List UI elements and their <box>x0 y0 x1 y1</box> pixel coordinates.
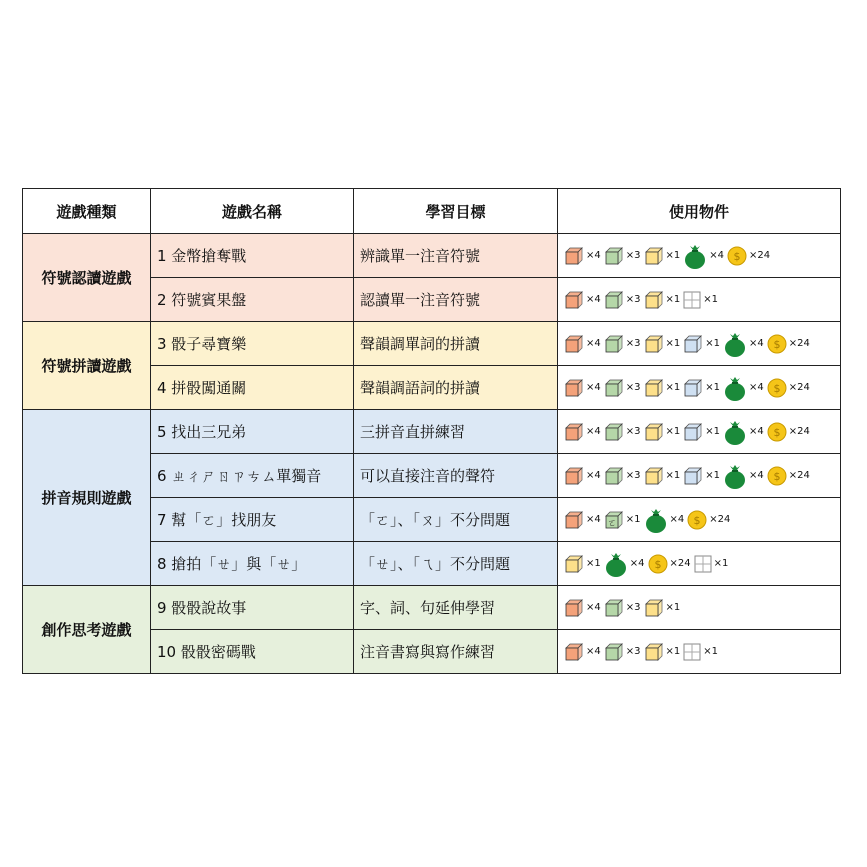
learning-goal: 「ㄛ」、「ㄡ」不分問題 <box>354 498 558 542</box>
yellow-block-item <box>644 598 681 618</box>
orange-block-item <box>564 246 601 266</box>
blue-block-item <box>683 466 720 486</box>
green-block-item <box>604 598 641 618</box>
item-quantity: ×24 <box>788 470 810 481</box>
yellow-block-item <box>564 554 601 574</box>
svg-text:$: $ <box>773 425 781 439</box>
item-quantity: ×4 <box>586 426 601 437</box>
items-cell <box>558 498 841 542</box>
item-quantity: ×4 <box>749 426 764 437</box>
orange-block-icon <box>564 642 584 662</box>
orange-block-item <box>564 290 601 310</box>
gold-coin-icon <box>687 510 707 530</box>
yellow-block-icon <box>644 422 664 442</box>
header-game-name: 遊戲名稱 <box>151 189 354 234</box>
item-quantity: ×1 <box>703 294 718 305</box>
gold-coin-icon <box>648 554 668 574</box>
game-name: 5 找出三兄弟 <box>151 410 354 454</box>
table-row <box>23 410 841 454</box>
green-block-icon <box>604 378 624 398</box>
game-name: 8 搶拍「ㄝ」與「ㄝ」 <box>151 542 354 586</box>
table-row <box>23 586 841 630</box>
item-quantity: ×3 <box>625 250 641 261</box>
yellow-block-icon <box>644 378 664 398</box>
item-quantity: ×3 <box>625 426 641 437</box>
blue-block-item <box>683 378 720 398</box>
item-quantity: ×24 <box>669 558 691 569</box>
category-cell: 符號拼讀遊戲 <box>23 322 151 410</box>
money-bag-icon <box>683 243 707 269</box>
blue-block-icon <box>683 334 703 354</box>
item-quantity: ×24 <box>788 338 810 349</box>
item-quantity: ×4 <box>586 382 601 393</box>
gold-coin-item <box>767 334 810 354</box>
items-cell <box>558 454 841 498</box>
item-quantity: ×4 <box>586 514 601 525</box>
gold-coin-icon <box>767 422 787 442</box>
item-quantity: ×4 <box>586 250 601 261</box>
item-quantity: ×24 <box>749 250 771 261</box>
item-quantity: ×4 <box>709 250 724 261</box>
yellow-block-icon <box>644 246 664 266</box>
orange-block-item <box>564 510 601 530</box>
green-block-icon <box>604 246 624 266</box>
svg-text:$: $ <box>654 557 661 571</box>
game-name: 2 符號賓果盤 <box>151 278 354 322</box>
gold-coin-icon <box>767 378 787 398</box>
blue-block-icon <box>683 378 703 398</box>
learning-goal: 聲韻調單詞的拼讀 <box>354 322 558 366</box>
yellow-block-icon <box>644 334 664 354</box>
item-quantity: ×1 <box>625 514 641 525</box>
header-learning-goal: 學習目標 <box>354 189 558 234</box>
item-quantity: ×24 <box>709 514 731 525</box>
orange-block-item <box>564 378 601 398</box>
orange-block-icon <box>564 334 584 354</box>
items-cell <box>558 586 841 630</box>
orange-block-icon <box>564 466 584 486</box>
item-quantity: ×1 <box>665 382 681 393</box>
gold-coin-icon <box>767 466 787 486</box>
game-name: 1 金幣搶奪戰 <box>151 234 354 278</box>
category-cell: 符號認讀遊戲 <box>23 234 151 322</box>
yellow-block-item <box>644 422 681 442</box>
gold-coin-item <box>687 510 730 530</box>
learning-goal: 可以直接注音的聲符 <box>354 454 558 498</box>
games-table <box>22 188 841 674</box>
items-cell <box>558 630 841 674</box>
gold-coin-item <box>767 422 810 442</box>
money-bag-item <box>683 243 724 269</box>
svg-text:$: $ <box>773 469 781 483</box>
yellow-block-item <box>644 246 681 266</box>
game-name: 4 拼骰闖通關 <box>151 366 354 410</box>
grid-board-item <box>683 291 718 309</box>
svg-text:$: $ <box>693 513 701 527</box>
game-name: 7 幫「ㄛ」找朋友 <box>151 498 354 542</box>
gold-coin-icon <box>727 246 747 266</box>
learning-goal: 聲韻調語詞的拼讀 <box>354 366 558 410</box>
green-block-item <box>604 334 641 354</box>
item-quantity: ×1 <box>665 338 681 349</box>
item-quantity: ×1 <box>665 470 681 481</box>
money-bag-icon <box>723 463 747 489</box>
green-block-item <box>604 642 641 662</box>
learning-goal: 認讀單一注音符號 <box>354 278 558 322</box>
category-cell: 創作思考遊戲 <box>23 586 151 674</box>
table-row <box>23 234 841 278</box>
green-block-item <box>604 246 641 266</box>
game-name: 6 ㄓㄔㄕㄖㄗㄘㄙ單獨音 <box>151 454 354 498</box>
grid-board-icon <box>694 555 712 573</box>
item-quantity: ×4 <box>669 514 685 525</box>
item-quantity: ×3 <box>625 602 641 613</box>
green-block-item <box>604 378 641 398</box>
item-quantity: ×4 <box>586 602 601 613</box>
gold-coin-item <box>648 554 691 574</box>
green-block-o-item <box>604 510 641 530</box>
learning-goal: 辨識單一注音符號 <box>354 234 558 278</box>
yellow-block-item <box>644 290 681 310</box>
item-quantity: ×4 <box>749 470 764 481</box>
items-cell <box>558 234 841 278</box>
items-cell <box>558 322 841 366</box>
grid-board-item <box>694 555 729 573</box>
category-cell: 拼音規則遊戲 <box>23 410 151 586</box>
yellow-block-item <box>644 642 681 662</box>
yellow-block-item <box>644 466 681 486</box>
orange-block-icon <box>564 598 584 618</box>
yellow-block-icon <box>644 290 664 310</box>
item-quantity: ×1 <box>665 646 681 657</box>
grid-board-icon <box>683 643 701 661</box>
learning-goal: 三拼音直拼練習 <box>354 410 558 454</box>
blue-block-icon <box>683 422 703 442</box>
learning-goal: 「ㄝ」、「ㄟ」不分問題 <box>354 542 558 586</box>
gold-coin-item <box>727 246 770 266</box>
orange-block-item <box>564 598 601 618</box>
green-block-item <box>604 466 641 486</box>
item-quantity: ×1 <box>665 294 681 305</box>
yellow-block-icon <box>644 466 664 486</box>
green-block-icon <box>604 334 624 354</box>
green-block-item <box>604 290 641 310</box>
item-quantity: ×1 <box>705 470 720 481</box>
item-quantity: ×4 <box>586 470 601 481</box>
item-quantity: ×1 <box>665 250 681 261</box>
money-bag-icon <box>723 375 747 401</box>
item-quantity: ×24 <box>788 382 810 393</box>
gold-coin-item <box>767 378 810 398</box>
orange-block-icon <box>564 290 584 310</box>
item-quantity: ×3 <box>625 294 641 305</box>
green-block-icon <box>604 642 624 662</box>
item-quantity: ×1 <box>586 558 601 569</box>
orange-block-item <box>564 422 601 442</box>
item-quantity: ×4 <box>586 294 601 305</box>
money-bag-item <box>604 551 645 577</box>
yellow-block-icon <box>564 554 584 574</box>
items-cell <box>558 278 841 322</box>
game-name: 10 骰骰密碼戰 <box>151 630 354 674</box>
item-quantity: ×1 <box>703 646 718 657</box>
money-bag-icon <box>644 507 668 533</box>
learning-goal: 注音書寫與寫作練習 <box>354 630 558 674</box>
item-quantity: ×4 <box>749 382 764 393</box>
money-bag-icon <box>604 551 628 577</box>
yellow-block-icon <box>644 642 664 662</box>
header-items: 使用物件 <box>558 189 841 234</box>
svg-text:$: $ <box>773 337 781 351</box>
orange-block-icon <box>564 378 584 398</box>
svg-text:ㄛ: ㄛ <box>607 518 617 529</box>
yellow-block-item <box>644 378 681 398</box>
orange-block-icon <box>564 422 584 442</box>
table-row <box>23 322 841 366</box>
money-bag-item <box>723 419 764 445</box>
item-quantity: ×4 <box>586 338 601 349</box>
green-block-icon <box>604 466 624 486</box>
item-quantity: ×1 <box>665 602 681 613</box>
learning-goal: 字、詞、句延伸學習 <box>354 586 558 630</box>
svg-text:$: $ <box>773 381 781 395</box>
item-quantity: ×4 <box>749 338 764 349</box>
green-block-icon <box>604 290 624 310</box>
orange-block-icon <box>564 246 584 266</box>
money-bag-item <box>723 463 764 489</box>
item-quantity: ×4 <box>629 558 645 569</box>
yellow-block-icon <box>644 598 664 618</box>
item-quantity: ×1 <box>665 426 681 437</box>
items-cell <box>558 366 841 410</box>
green-block-icon <box>604 422 624 442</box>
green-block-o-icon <box>604 510 624 530</box>
money-bag-item <box>723 375 764 401</box>
item-quantity: ×4 <box>586 646 601 657</box>
svg-text:$: $ <box>733 249 741 263</box>
game-name: 9 骰骰說故事 <box>151 586 354 630</box>
blue-block-icon <box>683 466 703 486</box>
green-block-icon <box>604 598 624 618</box>
items-cell <box>558 410 841 454</box>
blue-block-item <box>683 422 720 442</box>
item-quantity: ×3 <box>625 338 641 349</box>
orange-block-item <box>564 642 601 662</box>
orange-block-icon <box>564 510 584 530</box>
item-quantity: ×1 <box>705 426 720 437</box>
grid-board-icon <box>683 291 701 309</box>
gold-coin-item <box>767 466 810 486</box>
header-row <box>23 189 841 234</box>
money-bag-icon <box>723 419 747 445</box>
item-quantity: ×1 <box>713 558 729 569</box>
item-quantity: ×3 <box>625 382 641 393</box>
money-bag-item <box>723 331 764 357</box>
blue-block-item <box>683 334 720 354</box>
item-quantity: ×1 <box>705 382 720 393</box>
game-name: 3 骰子尋寶樂 <box>151 322 354 366</box>
header-category: 遊戲種類 <box>23 189 151 234</box>
orange-block-item <box>564 334 601 354</box>
gold-coin-icon <box>767 334 787 354</box>
item-quantity: ×3 <box>625 470 641 481</box>
items-cell <box>558 542 841 586</box>
item-quantity: ×3 <box>625 646 641 657</box>
green-block-item <box>604 422 641 442</box>
grid-board-item <box>683 643 718 661</box>
item-quantity: ×1 <box>705 338 720 349</box>
yellow-block-item <box>644 334 681 354</box>
item-quantity: ×24 <box>788 426 810 437</box>
orange-block-item <box>564 466 601 486</box>
money-bag-icon <box>723 331 747 357</box>
money-bag-item <box>644 507 685 533</box>
